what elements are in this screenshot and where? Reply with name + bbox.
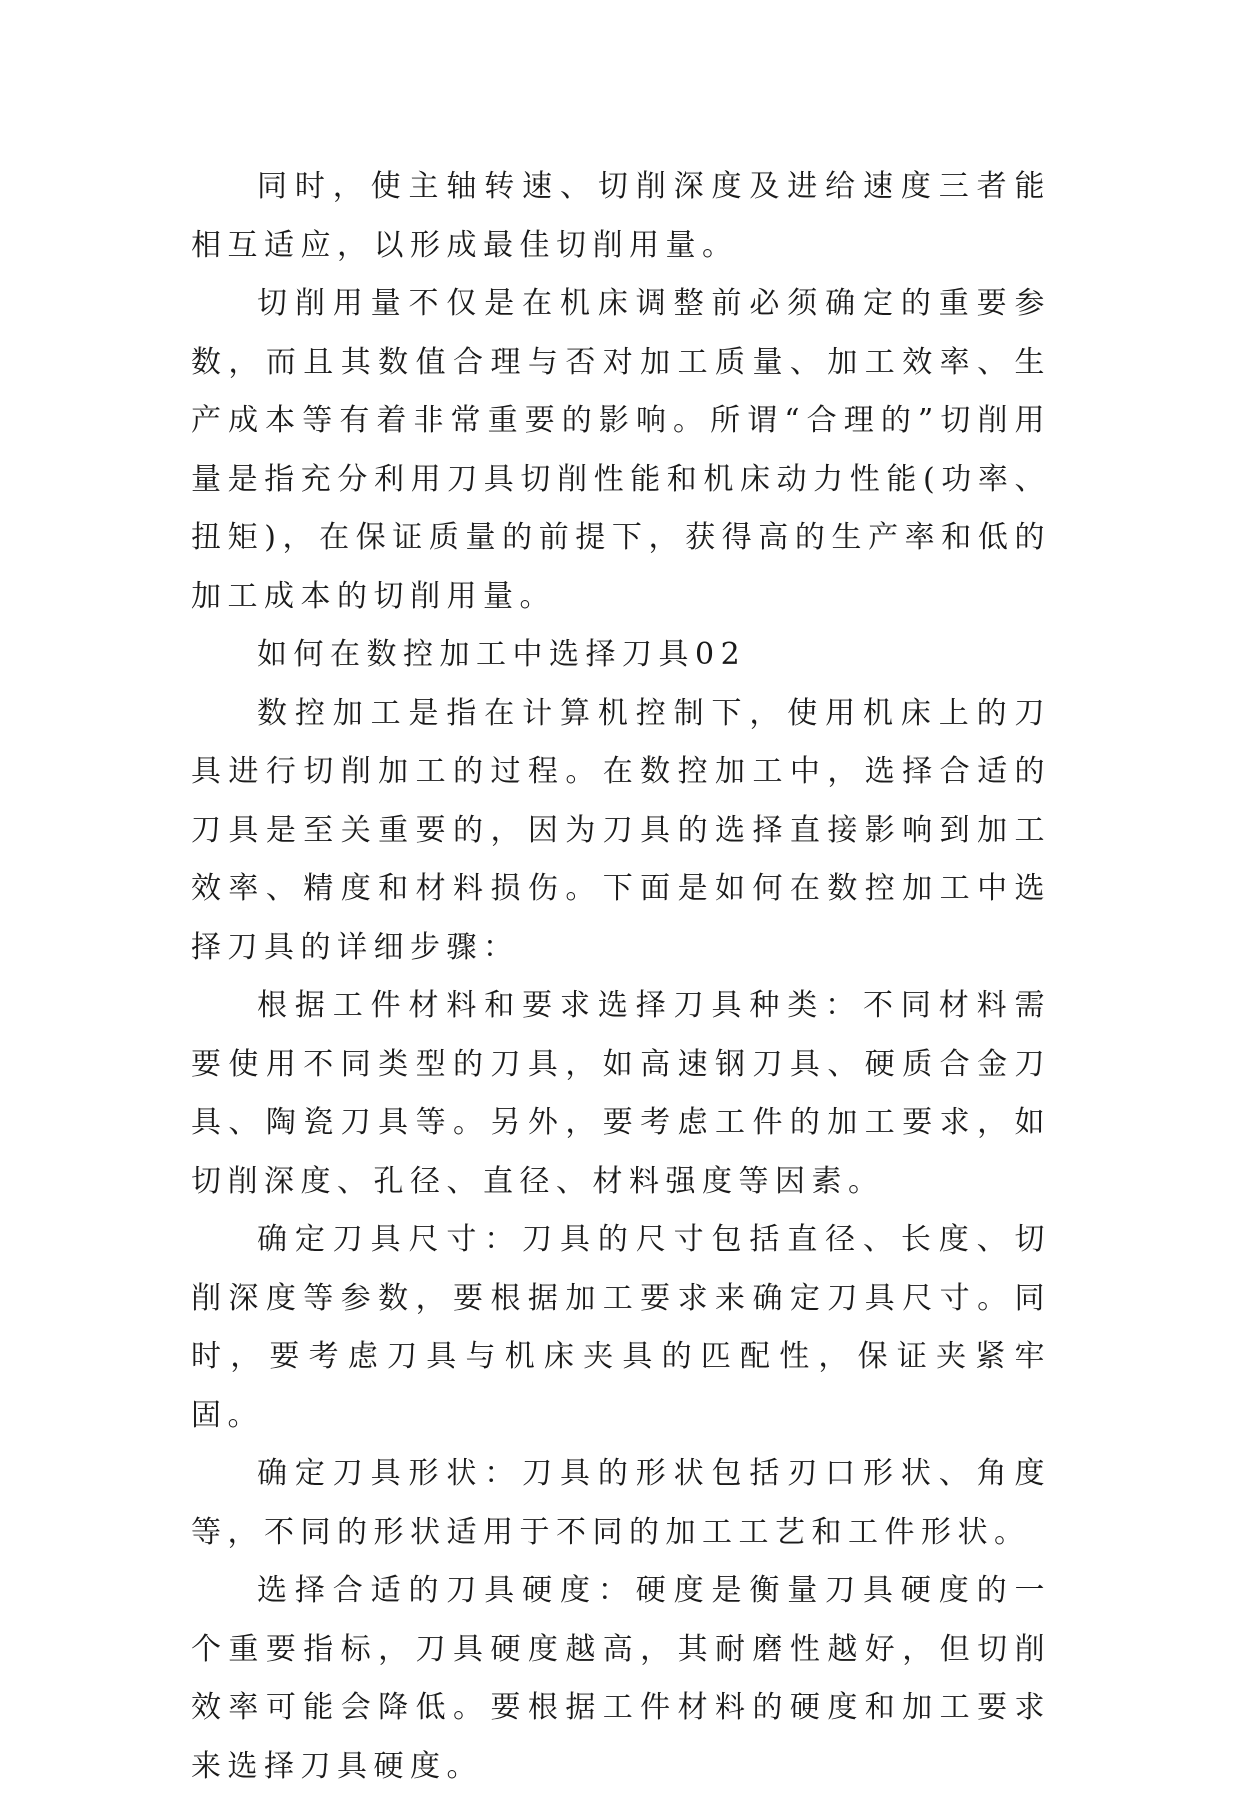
section-heading: 如何在数控加工中选择刀具02 <box>257 637 747 672</box>
document-body <box>191 158 1051 1796</box>
paragraph-cnc-intro: 数控加工是指在计算机控制下，使用机床上的刀具进行切削加工的过程。在数控加工中，选择合适的刀具是至关重要的，因为刀具的选择直接影响到加工效率、精度和材料损伤。下面是如何在数控加工中选择刀具的详细步骤： <box>191 695 1051 965</box>
paragraph-tool-shape: 确定刀具形状：刀具的形状包括刃口形状、角度等，不同的形状适用于不同的加工工艺和工件形状。 <box>191 1456 1051 1550</box>
paragraph-tool-type: 根据工件材料和要求选择刀具种类：不同材料需要使用不同类型的刀具，如高速钢刀具、硬质合金刀具、陶瓷刀具等。另外，要考虑工件的加工要求，如切削深度、孔径、直径、材料强度等因素。 <box>191 988 1051 1199</box>
paragraph-cutting-balance: 同时，使主轴转速、切削深度及进给速度三者能相互适应，以形成最佳切削用量。 <box>191 169 1051 263</box>
paragraph-tool-hardness: 选择合适的刀具硬度：硬度是衡量刀具硬度的一个重要指标，刀具硬度越高，其耐磨性越好，但切削效率可能会降低。要根据工件材料的硬度和加工要求来选择刀具硬度。 <box>191 1573 1051 1784</box>
paragraph-cutting-parameters: 切削用量不仅是在机床调整前必须确定的重要参数，而且其数值合理与否对加工质量、加工效率、生产成本等有着非常重要的影响。所谓“合理的”切削用量是指充分利用刀具切削性能和机床动力性能(功率、扭矩)，在保证质量的前提下，获得高的生产率和低的加工成本的切削用量。 <box>191 286 1051 614</box>
paragraph-tool-size: 确定刀具尺寸：刀具的尺寸包括直径、长度、切削深度等参数，要根据加工要求来确定刀具尺寸。同时，要考虑刀具与机床夹具的匹配性，保证夹紧牢固。 <box>191 1222 1051 1433</box>
